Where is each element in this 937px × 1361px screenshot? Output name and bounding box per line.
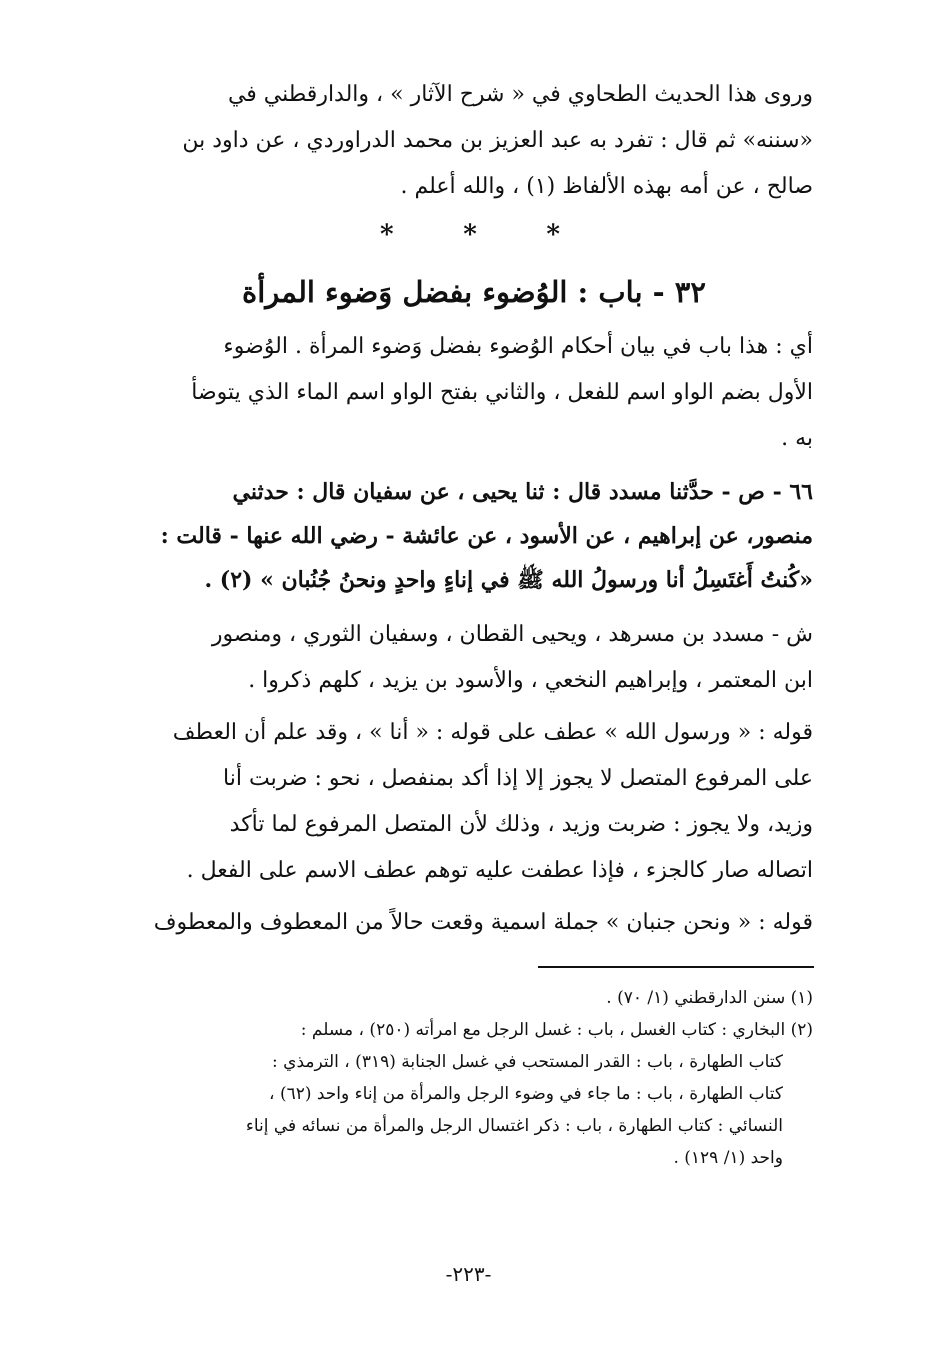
intro-line-2: «سننه» ثم قال : تفرد به عبد العزيز بن محمد الدراوردي ، عن داود بن	[182, 128, 813, 153]
separator-star: *	[546, 220, 560, 250]
footnote-2-line-4: النسائي : كتاب الطهارة ، باب : ذكر اغتسال الرجل والمرأة من نسائه في إناء	[245, 1116, 783, 1136]
commentary1-line-3: وزيد، ولا يجوز : ضربت وزيد ، وذلك لأن المتصل المرفوع لما تأكد	[229, 812, 813, 837]
commentary-paragraph-1	[135, 710, 813, 894]
chapter-title: ٣٢ - باب : الوُضوء بفضل وَضوء المرأة	[242, 275, 706, 309]
narrators-line-1: ش - مسدد بن مسرهد ، ويحيى القطان ، وسفيان الثوري ، ومنصور	[211, 622, 813, 647]
commentary1-line-4: اتصاله صار كالجزء ، فإذا عطفت عليه توهم عطف الاسم على الفعل .	[186, 858, 813, 883]
commentary2-line-1: قوله : « ونحن جنبان » جملة اسمية وقعت حالاً من المعطوف والمعطوف	[153, 910, 813, 935]
footnote-1: (١) سنن الدارقطني (١/ ٧٠) .	[606, 988, 813, 1008]
commentary-paragraph-2	[135, 900, 813, 946]
explanation-line-3: به .	[781, 426, 813, 451]
hadith-line-3: «كُنتُ أَغتَسِلُ أنا ورسولُ الله ﷺ في إناءٍ واحدٍ ونحنُ جُنُبان » (٢) .	[204, 567, 813, 593]
intro-paragraph	[135, 72, 813, 210]
separator-star: *	[380, 220, 394, 250]
explanation-line-1: أي : هذا باب في بيان أحكام الوُضوء بفضل وَضوء المرأة . الوُضوء	[223, 334, 813, 359]
footnote-2-line-2: كتاب الطهارة ، باب : القدر المستحب في غسل الجنابة (٣١٩) ، الترمذي :	[272, 1052, 783, 1072]
separator-star: *	[463, 220, 477, 250]
hadith-text	[135, 470, 813, 602]
page-number: -٢٢٣-	[445, 1262, 492, 1286]
hadith-line-1: ٦٦ - ص - حدَّثنا مسدد قال : ثنا يحيى ، عن سفيان قال : حدثني	[232, 479, 813, 505]
footnote-2-line-3: كتاب الطهارة ، باب : ما جاء في وضوء الرجل والمرأة من إناء واحد (٦٢) ،	[269, 1084, 783, 1104]
intro-line-3: صالح ، عن أمه بهذه الألفاظ (١) ، والله أعلم .	[400, 174, 813, 199]
commentary1-line-1: قوله : « ورسول الله » عطف على قوله : « أنا » ، وقد علم أن العطف	[172, 720, 813, 745]
footnotes	[135, 982, 813, 1174]
hadith-line-2: منصور، عن إبراهيم ، عن الأسود ، عن عائشة - رضي الله عنها - قالت :	[160, 523, 813, 549]
narrators-paragraph	[135, 612, 813, 704]
narrators-line-2: ابن المعتمر ، وإبراهيم النخعي ، والأسود بن يزيد ، كلهم ذكروا .	[248, 668, 813, 693]
commentary1-line-2: على المرفوع المتصل لا يجوز إلا إذا أكد بمنفصل ، نحو : ضربت أنا	[223, 766, 813, 791]
explanation-line-2: الأول بضم الواو اسم للفعل ، والثاني بفتح الواو اسم الماء الذي يتوضأ	[191, 380, 813, 405]
footnote-divider	[538, 966, 814, 968]
footnote-2-line-1: (٢) البخاري : كتاب الغسل ، باب : غسل الرجل مع امرأته (٢٥٠) ، مسلم :	[300, 1020, 813, 1040]
section-separator	[380, 220, 560, 250]
footnote-2-line-5: واحد (١/ ١٢٩) .	[673, 1148, 783, 1168]
intro-line-1: وروى هذا الحديث الطحاوي في « شرح الآثار » ، والدارقطني في	[227, 82, 813, 107]
explanation-paragraph	[135, 324, 813, 462]
